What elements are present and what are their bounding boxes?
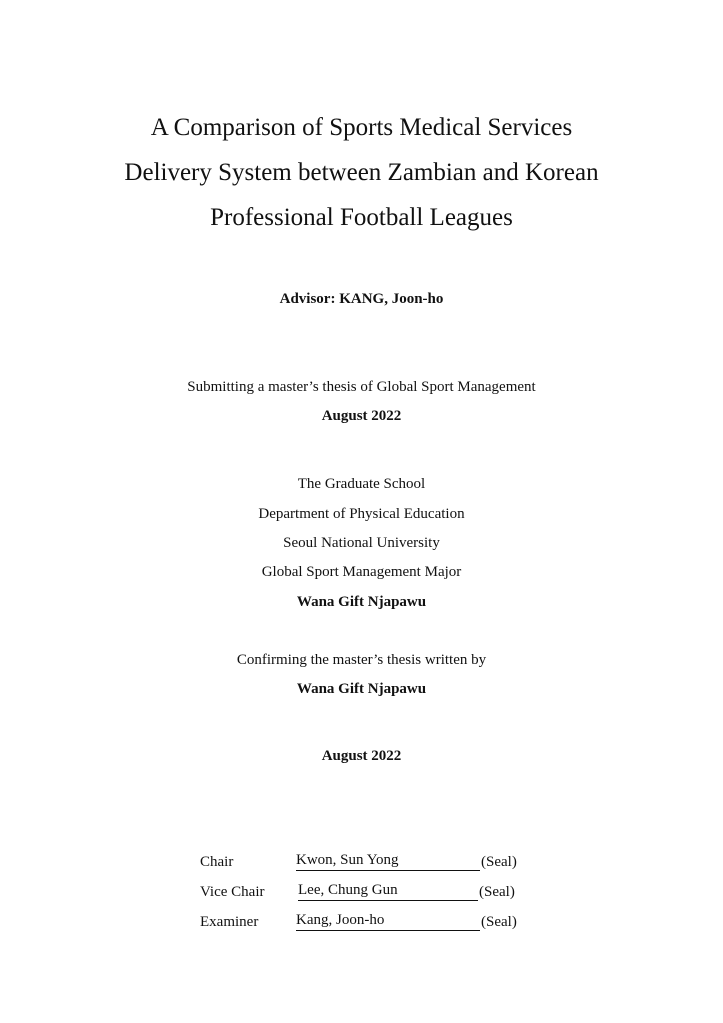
title-line-3: Professional Football Leagues: [210, 204, 513, 231]
confirming-line: Confirming the master’s thesis written by: [236, 652, 487, 668]
committee-row-chair: [0, 852, 723, 872]
seal-label: (Seal): [481, 854, 517, 870]
committee-role: Vice Chair: [200, 884, 265, 900]
school-line: The Graduate School: [297, 476, 426, 492]
confirm-author-name: Wana Gift Njapawu: [296, 681, 427, 697]
committee-member-name: Lee, Chung Gun: [298, 882, 478, 901]
department-line: Department of Physical Education: [258, 506, 465, 522]
major-line: Global Sport Management Major: [261, 564, 462, 580]
committee-role: Examiner: [200, 914, 259, 930]
title-line-2: Delivery System between Zambian and Korean: [124, 159, 599, 186]
committee-row-vice-chair: [0, 882, 723, 902]
university-line: Seoul National University: [283, 535, 440, 551]
seal-label: (Seal): [479, 884, 515, 900]
committee-row-examiner: [0, 912, 723, 932]
submission-date: August 2022: [321, 408, 402, 424]
seal-label: (Seal): [481, 914, 517, 930]
author-name: Wana Gift Njapawu: [296, 594, 427, 610]
confirm-date: August 2022: [321, 748, 402, 764]
committee-member-name: Kwon, Sun Yong: [296, 852, 480, 871]
title-line-1: A Comparison of Sports Medical Services: [150, 114, 573, 141]
committee-role: Chair: [200, 854, 234, 870]
committee-member-name: Kang, Joon-ho: [296, 912, 480, 931]
submitting-line: Submitting a master’s thesis of Global Sport Management: [187, 379, 536, 395]
advisor-line: Advisor: KANG, Joon-ho: [279, 291, 444, 307]
